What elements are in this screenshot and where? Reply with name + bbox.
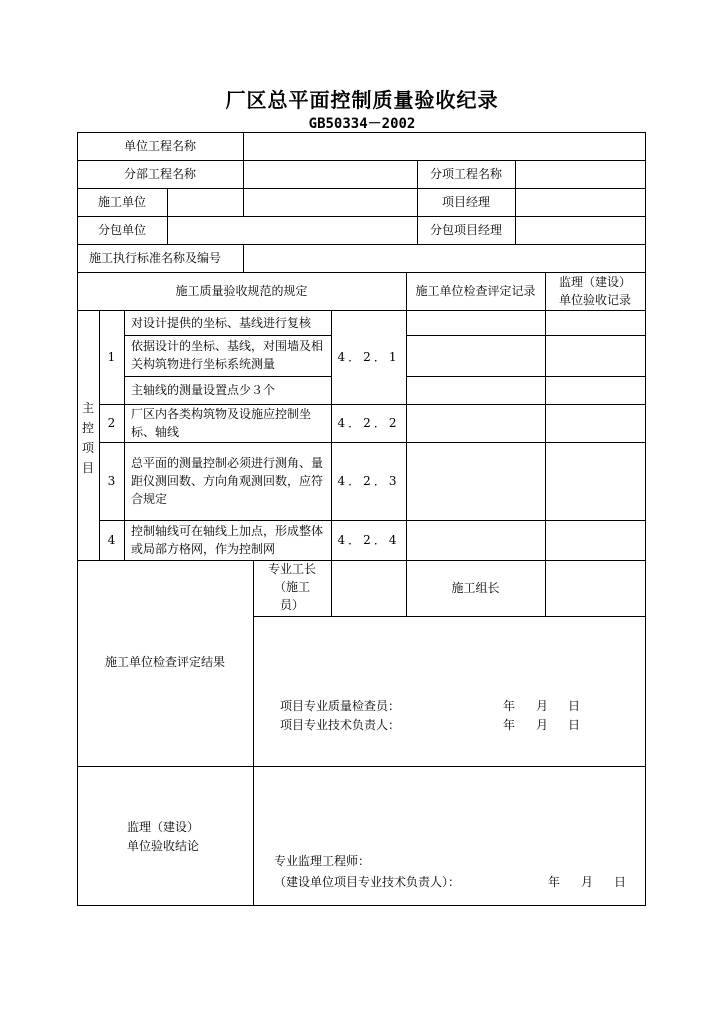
row-line xyxy=(253,616,646,617)
sub-project-name-label: 分部工程名称 xyxy=(123,167,196,181)
acceptance-form-table xyxy=(77,132,646,906)
row-line xyxy=(124,376,331,377)
foreman-label-line3: 员） xyxy=(279,598,304,612)
team-leader-label: 施工组长 xyxy=(451,581,500,595)
supervision-result-label-line1: 监理（建设） xyxy=(127,820,200,834)
date-day: 日 xyxy=(568,699,581,713)
col-line xyxy=(545,272,546,560)
col-line xyxy=(167,188,168,244)
foreman-label-line1: 专业工长 xyxy=(267,562,316,576)
table-border-right xyxy=(645,132,646,906)
subcontractor-label: 分包单位 xyxy=(97,223,146,237)
document-title: 厂区总平面控制质量验收纪录 xyxy=(225,88,499,112)
quality-inspector-label: 项目专业质量检查员： xyxy=(280,699,401,713)
row-line xyxy=(406,335,646,336)
standard-code: GB50334－2002 xyxy=(308,116,416,132)
date-year: 年 xyxy=(503,718,516,732)
table-border-left xyxy=(77,132,78,906)
item-2-ref: 4．2．2 xyxy=(337,416,400,430)
date-year: 年 xyxy=(548,875,561,889)
row-line xyxy=(77,160,646,161)
row-line xyxy=(77,216,646,217)
main-control-label: 主控项目 xyxy=(81,401,94,475)
tech-leader-label: 项目专业技术负责人： xyxy=(280,718,401,732)
row-line xyxy=(77,560,646,561)
item-1a-text: 对设计提供的坐标、基线进行复核 xyxy=(131,316,312,330)
row-line xyxy=(99,520,646,521)
item-1b-text: 依据设计的坐标、基线，对围墙及相关构筑物进行坐标系统测量 xyxy=(131,339,324,371)
supervising-engineer-label: 专业监理工程师： xyxy=(274,854,371,868)
foreman-label-line2: （施工 xyxy=(273,580,310,594)
col-line xyxy=(243,244,244,272)
item-4-text: 控制轴线可在轴线上加点，形成整体或局部方格网，作为控制网 xyxy=(131,524,324,556)
col-line xyxy=(545,560,546,616)
row-line xyxy=(99,442,646,443)
date-month: 月 xyxy=(536,699,549,713)
supervision-column-header-line2: 单位验收记录 xyxy=(558,293,631,307)
construction-unit-label: 施工单位 xyxy=(97,195,146,209)
item-1-ref: 4．2．1 xyxy=(337,350,400,364)
col-line xyxy=(406,272,407,560)
date-day: 日 xyxy=(614,875,627,889)
unit-project-name-label: 单位工程名称 xyxy=(123,139,196,153)
item-3-ref: 4．2．3 xyxy=(337,474,400,488)
table-border-bottom xyxy=(77,905,646,906)
item-project-name-label: 分项工程名称 xyxy=(429,167,502,181)
project-manager-label: 项目经理 xyxy=(441,195,490,209)
item-4-ref: 4．2．4 xyxy=(337,533,400,547)
supervision-column-header-line1: 监理（建设） xyxy=(558,275,631,289)
row-line xyxy=(124,335,331,336)
date-year: 年 xyxy=(503,699,516,713)
col-line xyxy=(515,160,516,244)
item-number: 3 xyxy=(107,474,116,488)
owner-tech-leader-label: （建设单位项目专业技术负责人）： xyxy=(274,875,461,889)
col-line xyxy=(243,132,244,216)
construction-result-label: 施工单位检查评定结果 xyxy=(104,655,225,669)
subcontract-manager-label: 分包项目经理 xyxy=(429,223,502,237)
col-line xyxy=(331,560,332,616)
standard-name-label: 施工执行标准名称及编号 xyxy=(89,251,222,265)
item-number: 4 xyxy=(107,533,116,547)
row-line xyxy=(77,244,646,245)
item-number: 1 xyxy=(107,350,116,364)
row-line xyxy=(77,766,646,767)
supervision-result-label-line2: 单位验收结论 xyxy=(127,839,200,853)
item-2-text: 厂区内各类构筑物及设施应控制坐标、轴线 xyxy=(131,407,312,439)
row-line xyxy=(77,188,646,189)
item-1c-text: 主轴线的测量设置点少３个 xyxy=(131,383,276,397)
spec-column-header: 施工质量验收规范的规定 xyxy=(175,284,308,298)
date-day: 日 xyxy=(568,718,581,732)
check-record-column-header: 施工单位检查评定记录 xyxy=(415,284,536,298)
row-line xyxy=(77,310,646,311)
date-month: 月 xyxy=(581,875,594,889)
date-month: 月 xyxy=(536,718,549,732)
item-3-text: 总平面的测量控制必须进行测角、量距仪测回数、方向角观测回数，应符合规定 xyxy=(131,456,324,506)
col-line xyxy=(124,310,125,560)
table-border-top xyxy=(77,132,646,133)
item-number: 2 xyxy=(107,416,116,430)
row-line xyxy=(406,376,646,377)
